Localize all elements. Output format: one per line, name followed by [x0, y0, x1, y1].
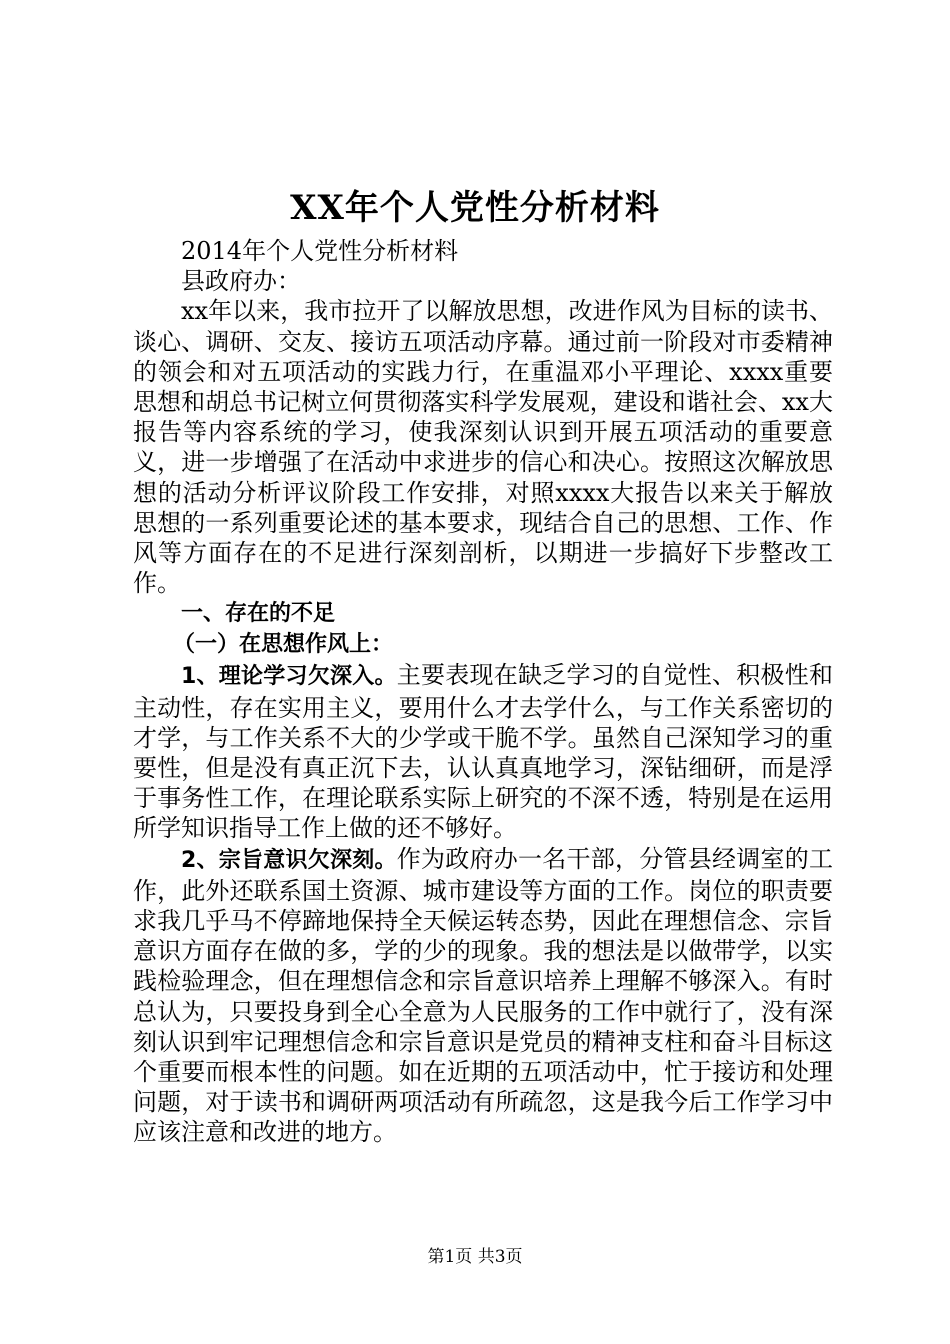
point-2-text: 作为政府办一名干部，分管县经调室的工作，此外还联系国土资源、城市建设等方面的工作。岗位的职责要求我几乎马不停蹄地保持全天候运转态势，因此在理想信念、宗旨意识方面存在做的多，学的少的现象。我的想法是以做带学，以实践检验理念，但在理想信念和宗旨意识培养上理解不够深入。有时总认为，只要投身到全心全意为人民服务的工作中就行了，没有深刻认识到牢记理想信念和宗旨意识是党员的精神支柱和奋斗目标这个重要而根本性的问题。如在近期的五项活动中，忙于接访和处理问题，对于读书和调研两项活动有所疏忽，这是我今后工作学习中应该注意和改进的地方。	[133, 844, 834, 1147]
point-2-lead: 2、宗旨意识欠深刻。	[181, 847, 397, 873]
page-footer: 第1页 共3页	[427, 1247, 523, 1267]
point-1-text: 主要表现在缺乏学习的自觉性、积极性和主动性，存在实用主义，要用什么才去学什么，与工作关系密切的才学，与工作关系不大的少学或干脆不学。虽然自己深知学习的重要性，但是没有真正沉下去，认认真真地学习，深钻细研，而是浮于事务性工作，在理论联系实际上研究的不深不透，特别是在运用所学知识指导工作上做的还不够好。	[133, 661, 834, 843]
addressee: 县政府办：	[181, 267, 301, 296]
document-subtitle: 2014年个人党性分析材料	[181, 237, 459, 265]
point-paragraph-2	[133, 844, 833, 1148]
subsection-heading-thinking-style: （一）在思想作风上：	[173, 632, 394, 658]
point-1-lead: 1、理论学习欠深入。	[181, 664, 397, 690]
document-body	[133, 236, 833, 1148]
point-paragraph-1	[133, 660, 833, 843]
section-heading-shortcomings: 一、存在的不足	[181, 601, 336, 627]
intro-paragraph: xx年以来，我市拉开了以解放思想，改进作风为目标的读书、谈心、调研、交友、接访五项活动序幕。通过前一阶段对市委精神的领会和对五项活动的实践力行，在重温邓小平理论、xxxx重要思想和胡总书记树立何贯彻落实科学发展观，建设和谐社会、xx大报告等内容系统的学习，使我深刻认识到开展五项活动的重要意义，进一步增强了在活动中求进步的信心和决心。按照这次解放思想的活动分析评议阶段工作安排，对照xxxx大报告以来关于解放思想的一系列重要论述的基本要求，现结合自己的思想、工作、作风等方面存在的不足进行深刻剖析，以期进一步搞好下步整改工作。	[133, 297, 833, 598]
document-title: XX年个人党性分析材料	[290, 188, 660, 228]
